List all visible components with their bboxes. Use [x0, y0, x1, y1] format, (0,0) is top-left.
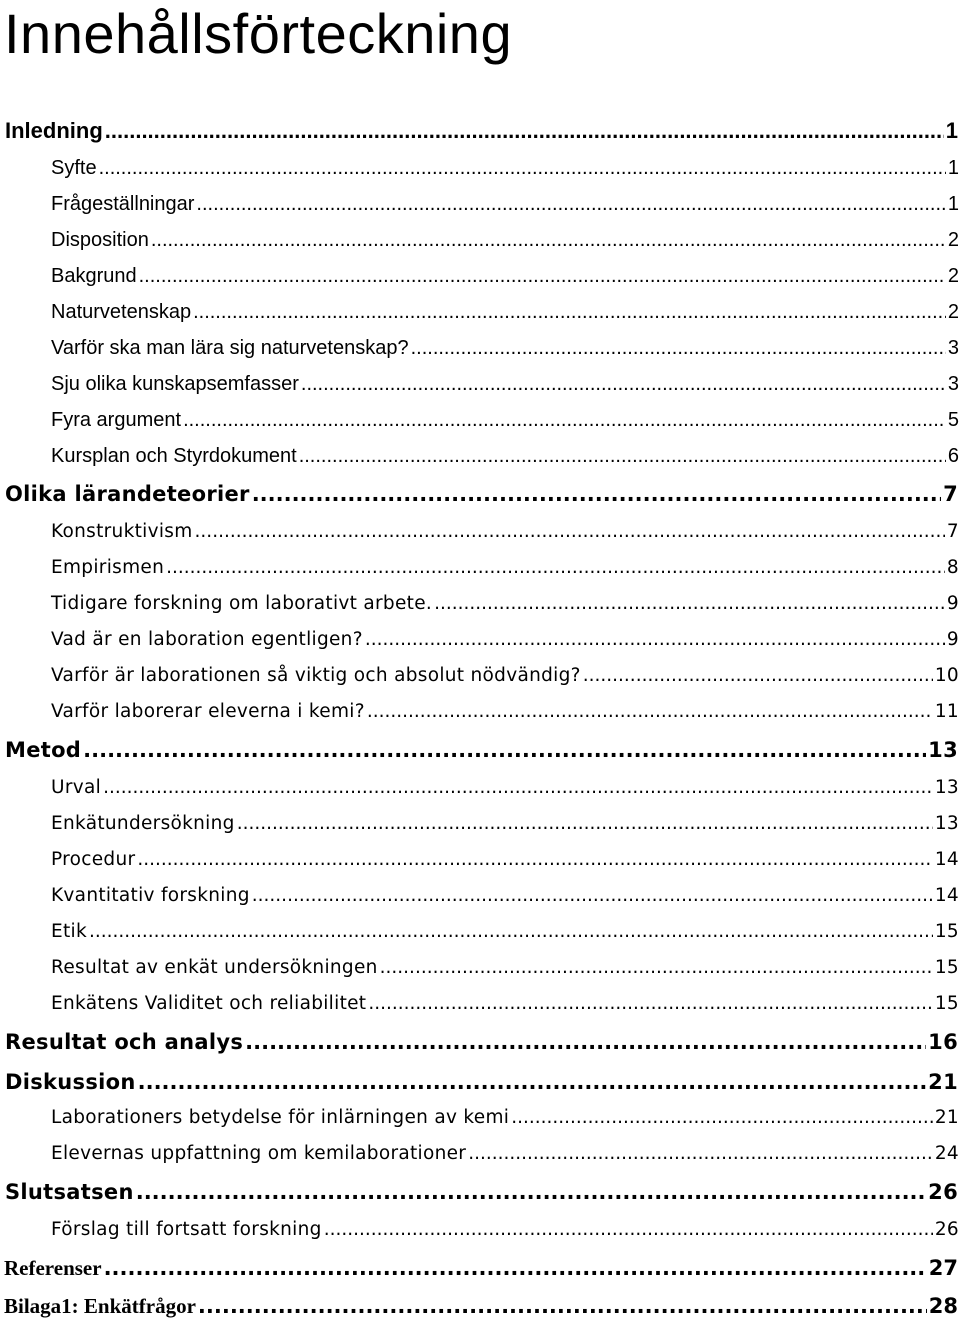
toc-entry-title: Kursplan och Styrdokument [51, 445, 297, 467]
toc-page-number: 24 [934, 1143, 959, 1164]
toc-subheading-link[interactable] [0, 809, 960, 839]
toc-entry-title: Varför ska man lära sig naturvetenskap? [51, 337, 409, 359]
toc-page-number: 9 [946, 593, 959, 614]
toc-dot-leader [166, 553, 945, 583]
toc-page-number: 11 [934, 701, 959, 722]
toc-subheading-link[interactable] [0, 553, 960, 583]
toc-subheading-link[interactable] [0, 1215, 960, 1245]
toc-entry-title: Referenser [4, 1256, 102, 1280]
toc-dot-leader [380, 953, 933, 983]
toc-subheading-link[interactable] [0, 1139, 960, 1169]
toc-page-number: 5 [947, 409, 959, 431]
toc-subheading-link[interactable] [0, 845, 960, 875]
toc-page-number: 27 [928, 1256, 958, 1280]
toc-dot-leader [151, 225, 946, 255]
toc-dot-leader [583, 661, 933, 691]
toc-page-number: 7 [946, 521, 959, 542]
toc-dot-leader [237, 809, 933, 839]
toc-page-number: 10 [934, 665, 959, 686]
toc-entry-title: Bilaga1: Enkätfrågor [4, 1294, 196, 1318]
toc-entry-title: Kvantitativ forskning [51, 885, 250, 906]
toc-page-number: 1 [947, 157, 959, 179]
toc-page-number: 15 [934, 921, 959, 942]
toc-dot-leader [245, 1027, 926, 1057]
toc-subheading-link[interactable] [0, 773, 960, 803]
toc-dot-leader [104, 1253, 927, 1283]
toc-entry-title: Sju olika kunskapsemfasser [51, 373, 299, 395]
toc-entry-title: Konstruktivism [51, 521, 193, 542]
toc-entry-title: Urval [51, 777, 102, 798]
toc-entry-title: Resultat och analys [5, 1030, 244, 1054]
toc-entry-title: Varför är laborationen så viktig och absolut nödvändig? [51, 665, 581, 686]
toc-dot-leader [198, 1291, 927, 1321]
toc-heading-link[interactable] [0, 1177, 960, 1207]
toc-dot-leader [468, 1139, 933, 1169]
toc-dot-leader [434, 589, 945, 619]
toc-subheading-link[interactable] [0, 989, 960, 1019]
toc-heading-link[interactable] [0, 479, 960, 509]
toc-dot-leader [99, 153, 946, 183]
toc-dot-leader [89, 917, 933, 947]
toc-entry-title: Enkätundersökning [51, 813, 235, 834]
toc-entry-title: Tidigare forskning om laborativt arbete. [51, 593, 433, 614]
toc-page-number: 2 [947, 265, 959, 287]
toc-page-number: 8 [946, 557, 959, 578]
toc-dot-leader [183, 405, 946, 435]
toc-subheading-link[interactable] [0, 661, 960, 691]
toc-entry-title: Disposition [51, 229, 149, 251]
toc-page-number: 2 [947, 229, 959, 251]
toc-entry-title: Metod [5, 738, 82, 762]
toc-dot-leader [196, 189, 945, 219]
toc-entry-title: Olika lärandeteorier [5, 482, 250, 506]
toc-entry-title: Förslag till fortsatt forskning [51, 1219, 322, 1240]
toc-page-number: 26 [934, 1219, 959, 1240]
toc-subheading-link[interactable] [0, 225, 960, 255]
toc-entry-title: Fyra argument [51, 409, 182, 431]
toc-entry-title: Frågeställningar [51, 193, 195, 215]
toc-page-number: 9 [946, 629, 959, 650]
toc-dot-leader [324, 1215, 933, 1245]
toc-dot-leader [411, 333, 946, 363]
toc-page-number: 26 [928, 1180, 958, 1204]
toc-entry-title: Syfte [51, 157, 97, 179]
toc-page-number: 13 [928, 738, 958, 762]
toc-subheading-link[interactable] [0, 953, 960, 983]
toc-page-number: 2 [947, 301, 959, 323]
toc-entry-title: Slutsatsen [5, 1180, 134, 1204]
page-title: Innehållsförteckning [4, 2, 513, 65]
toc-dot-leader [367, 697, 933, 727]
toc-page-number: 13 [934, 777, 959, 798]
toc-subheading-link[interactable] [0, 625, 960, 655]
toc-subheading-link[interactable] [0, 589, 960, 619]
toc-heading-link[interactable] [0, 1027, 960, 1057]
toc-subheading-link[interactable] [0, 189, 960, 219]
toc-entry-title: Enkätens Validitet och reliabilitet [51, 993, 367, 1014]
toc-subheading-link[interactable] [0, 697, 960, 727]
toc-entry-title: Procedur [51, 849, 136, 870]
toc-page-number: 3 [947, 337, 959, 359]
toc-entry-title: Varför laborerar eleverna i kemi? [51, 701, 365, 722]
toc-page-number: 7 [943, 482, 958, 506]
toc-dot-leader [299, 441, 946, 471]
toc-heading-link[interactable] [0, 735, 960, 765]
toc-entry-title: Diskussion [5, 1070, 136, 1094]
toc-heading-link[interactable] [0, 1067, 960, 1097]
toc-subheading-link[interactable] [0, 333, 960, 363]
toc-subheading-link[interactable] [0, 405, 960, 435]
toc-entry-title: Vad är en laboration egentligen? [51, 629, 363, 650]
toc-entry-title: Empirismen [51, 557, 165, 578]
toc-dot-leader [83, 735, 926, 765]
toc-subheading-link[interactable] [0, 369, 960, 399]
toc-dot-leader [105, 116, 944, 146]
toc-subheading-link[interactable] [0, 881, 960, 911]
toc-subheading-link[interactable] [0, 1103, 960, 1133]
toc-dot-leader [301, 369, 946, 399]
toc-page-number: 16 [928, 1030, 958, 1054]
toc-dot-leader [511, 1103, 933, 1133]
toc-entry-title: Naturvetenskap [51, 301, 192, 323]
toc-heading-link[interactable] [0, 1253, 960, 1283]
toc-dot-leader [138, 1067, 927, 1097]
toc-entry-title: Etik [51, 921, 87, 942]
toc-dot-leader [365, 625, 945, 655]
toc-dot-leader [252, 881, 933, 911]
toc-dot-leader [139, 261, 946, 291]
toc-dot-leader [195, 517, 945, 547]
toc-page-number: 28 [928, 1294, 958, 1318]
toc-page-number: 1 [947, 193, 959, 215]
toc-subheading-link[interactable] [0, 297, 960, 327]
toc-page-number: 15 [934, 993, 959, 1014]
toc-page-number: 1 [945, 118, 958, 143]
toc-dot-leader [368, 989, 933, 1019]
toc-dot-leader [103, 773, 933, 803]
toc-subheading-link[interactable] [0, 441, 960, 471]
toc-page-number: 21 [934, 1107, 959, 1128]
toc-page-number: 3 [947, 373, 959, 395]
toc-entry-title: Inledning [5, 118, 103, 143]
toc-dot-leader [193, 297, 946, 327]
toc-entry-title: Resultat av enkät undersökningen [51, 957, 378, 978]
toc-entry-title: Elevernas uppfattning om kemilaborationer [51, 1143, 467, 1164]
toc-entry-title: Laborationers betydelse för inlärningen av kemi [51, 1107, 510, 1128]
toc-subheading-link[interactable] [0, 261, 960, 291]
toc-page-number: 14 [934, 849, 959, 870]
toc-page-number: 21 [928, 1070, 958, 1094]
toc-page-number: 15 [934, 957, 959, 978]
toc-subheading-link[interactable] [0, 917, 960, 947]
toc-dot-leader [252, 479, 941, 509]
toc-page-number: 14 [934, 885, 959, 906]
toc-entry-title: Bakgrund [51, 265, 137, 287]
toc-dot-leader [136, 1177, 926, 1207]
toc-subheading-link[interactable] [0, 517, 960, 547]
toc-heading-link[interactable] [0, 116, 960, 146]
toc-page-number: 6 [947, 445, 959, 467]
toc-heading-link[interactable] [0, 1291, 960, 1321]
toc-subheading-link[interactable] [0, 153, 960, 183]
toc-page-number: 13 [934, 813, 959, 834]
toc-dot-leader [137, 845, 932, 875]
